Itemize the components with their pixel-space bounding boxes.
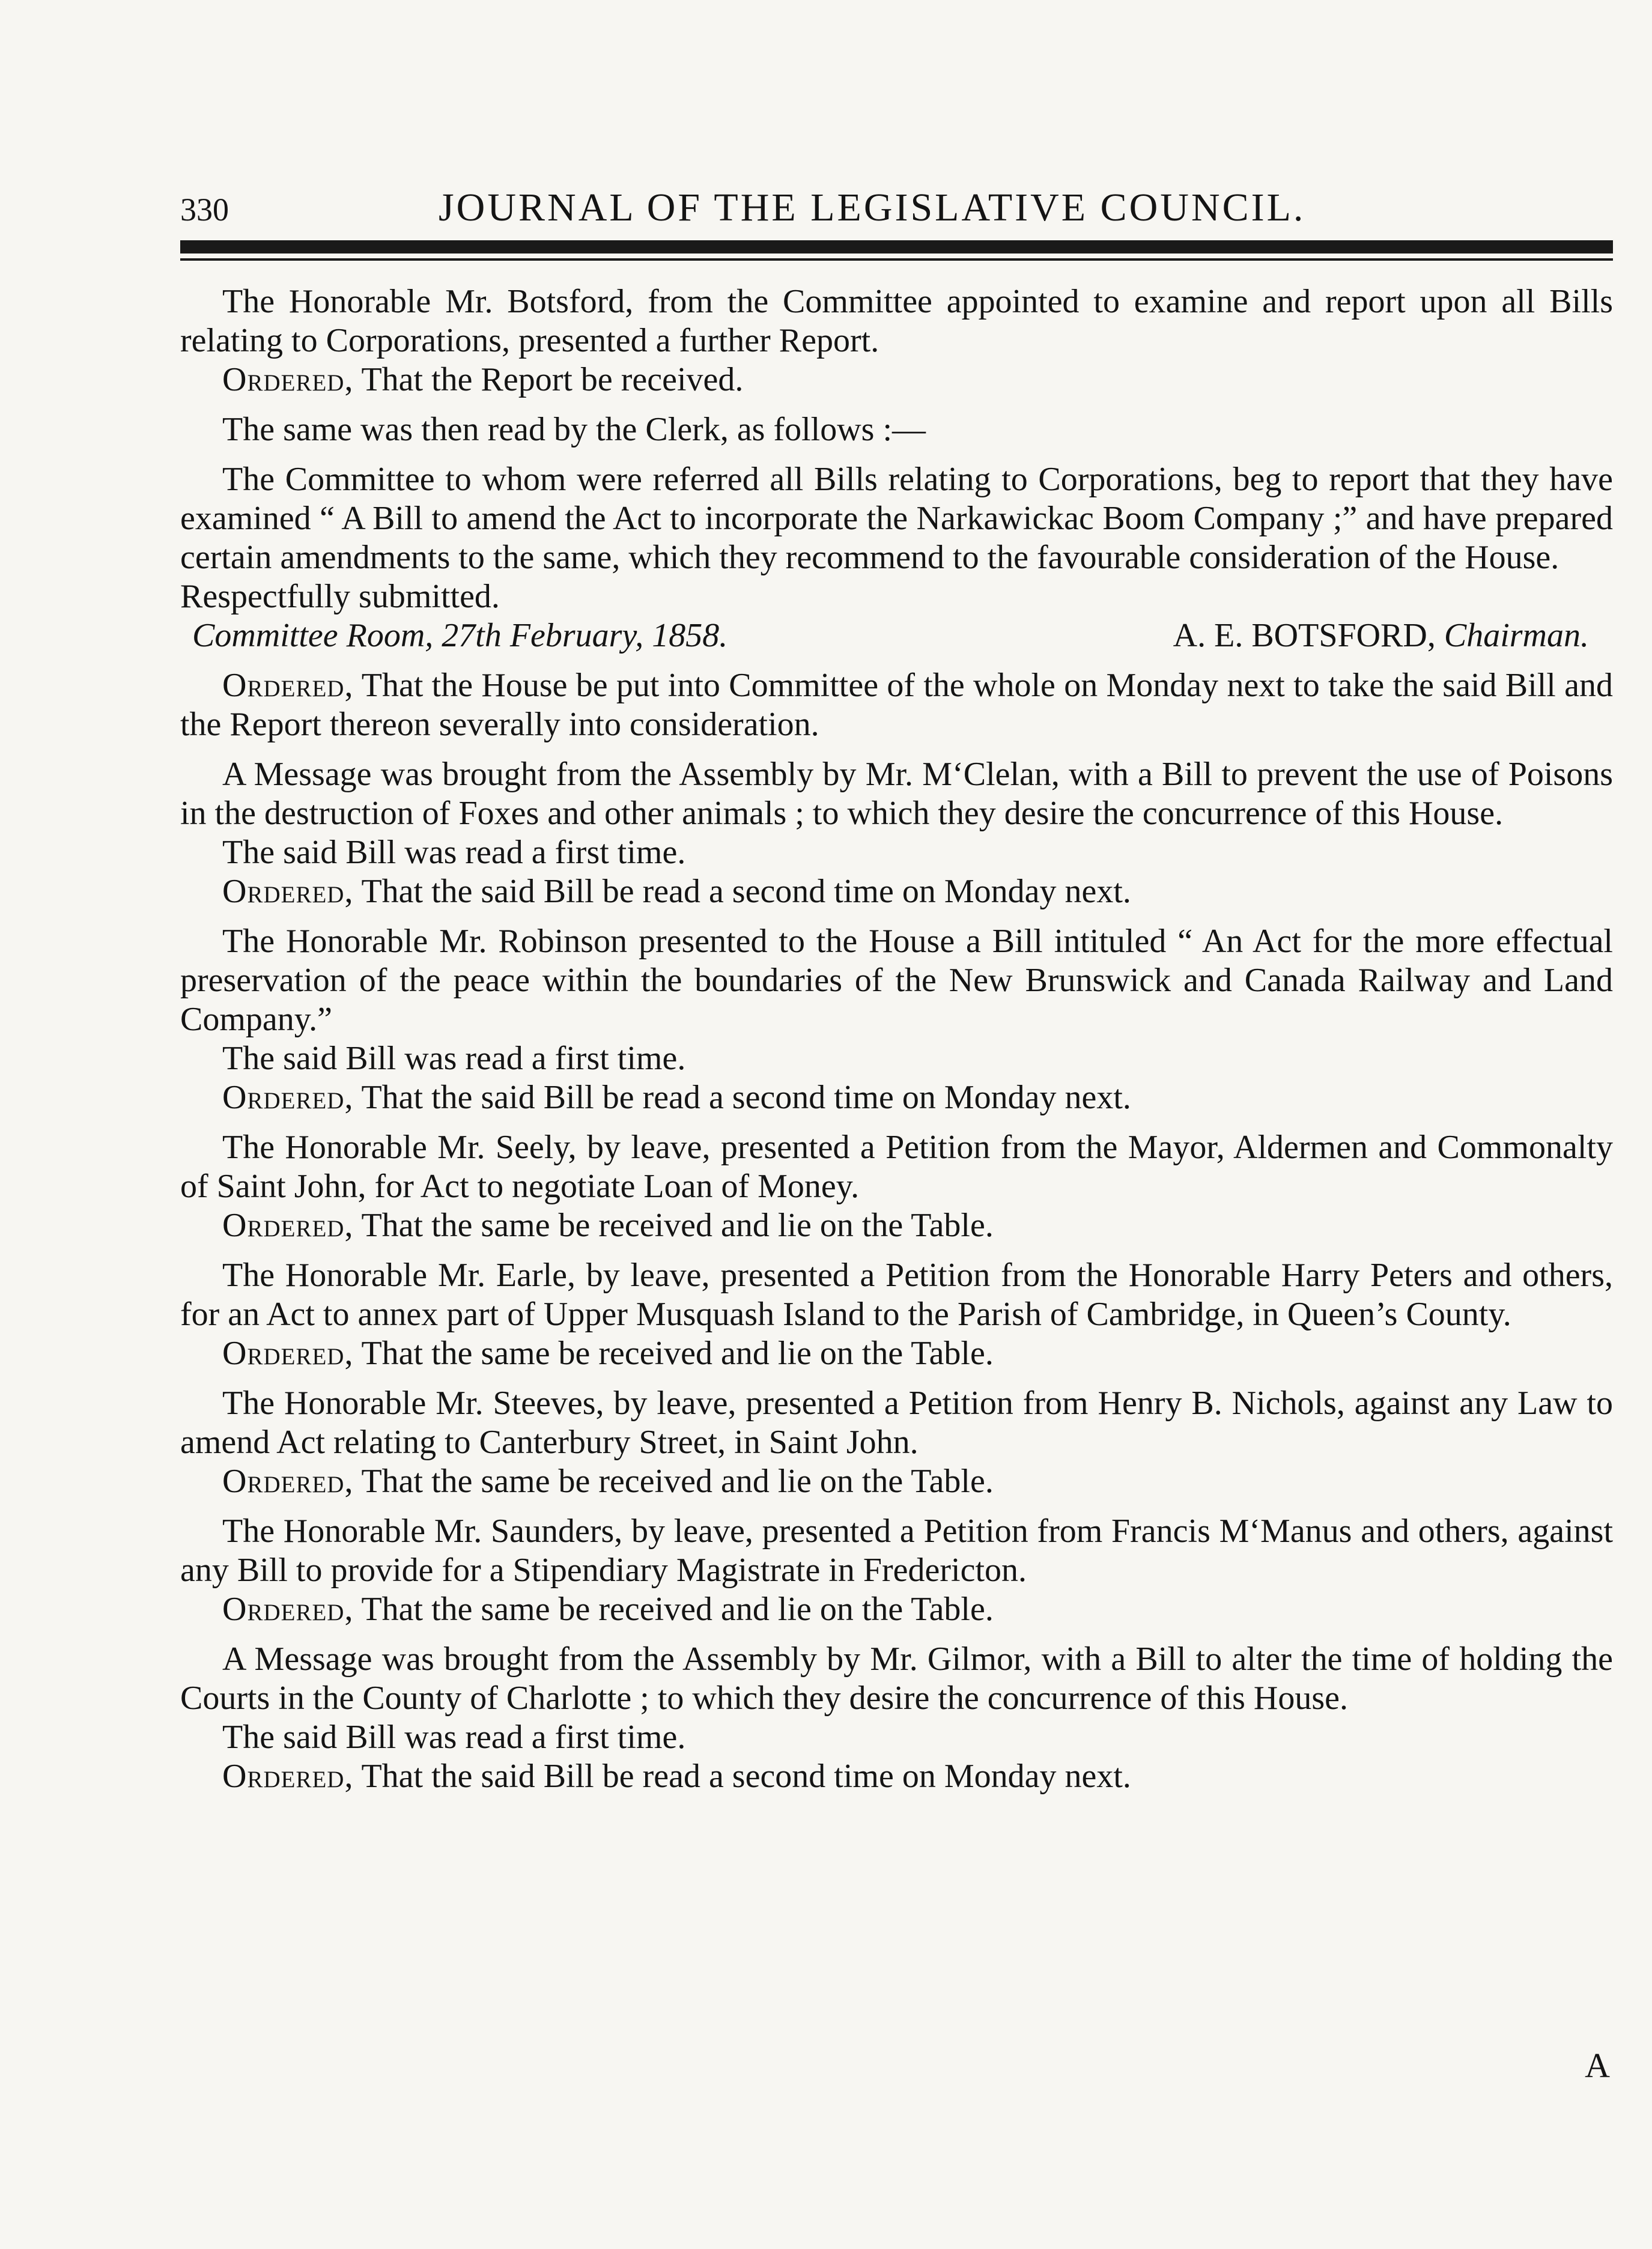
order-line [180, 872, 1613, 911]
entry-charlotte-courts-bill [180, 1640, 1613, 1796]
first-reading: The said Bill was read a first time. [222, 1040, 686, 1077]
order-text: That the same be received and lie on the Table. [361, 1207, 994, 1244]
closing-line: Respectfully submitted. [180, 578, 500, 615]
entry-text: The Honorable Mr. Earle, by leave, presented a Petition from the Honorable Harry Peters and others, for an Act to annex part of Upper Musquash Island to the Parish of Cambridge, in Queen’s County. [180, 1257, 1613, 1333]
entry-text: The same was then read by the Clerk, as follows :— [222, 411, 926, 448]
page-header [180, 174, 1622, 234]
entry-earle-petition [180, 1256, 1613, 1373]
running-title: JOURNAL OF THE LEGISLATIVE COUNCIL. [439, 186, 1306, 229]
order-text: That the same be received and lie on the Table. [361, 1591, 994, 1628]
entry-text: The Committee to whom were referred all Bills relating to Corporations, beg to report that they have examined “ A Bill to amend the Act to incorporate the Narkawickac Boom Company ;” and have prepared certain amendments to the same, which they recommend to the favourable consideration of the House. [180, 461, 1613, 576]
entry-text: The Honorable Mr. Saunders, by leave, presented a Petition from Francis M‘Manus and others, against any Bill to provide for a Stipendiary Magistrate in Fredericton. [180, 1513, 1613, 1589]
first-reading: The said Bill was read a first time. [222, 834, 686, 871]
entry-committee-of-whole [180, 666, 1613, 744]
entry-saunders-petition [180, 1512, 1613, 1629]
entry-railway-bill [180, 922, 1613, 1117]
order-text: That the said Bill be read a second time on Monday next. [361, 1758, 1131, 1795]
signatory: A. E. BOTSFORD, [1173, 617, 1436, 654]
entry-text: A Message was brought from the Assembly by Mr. Gilmor, with a Bill to alter the time of holding the Courts in the County of Charlotte ; to which they desire the concurrence of this House. [180, 1640, 1613, 1717]
order-label: Ordered, [222, 873, 354, 910]
first-reading: The said Bill was read a first time. [222, 1719, 686, 1756]
entry-text: The Honorable Mr. Robinson presented to the House a Bill intituled “ An Act for the more effectual preservation of the peace within the boundaries of the New Brunswick and Canada Railway and Land Company.” [180, 923, 1613, 1038]
entry-text: The Honorable Mr. Botsford, from the Committee appointed to examine and report upon all Bills relating to Corporations, presented a further Report. [180, 283, 1613, 359]
order-text: That the said Bill be read a second time on Monday next. [361, 873, 1131, 910]
order-line [180, 666, 1613, 744]
catchword: A [1585, 2046, 1610, 2085]
order-text: That the same be received and lie on the Table. [361, 1335, 994, 1372]
entry-text: The Honorable Mr. Steeves, by leave, presented a Petition from Henry B. Nichols, against any Law to amend Act relating to Canterbury Street, in Saint John. [180, 1385, 1613, 1461]
order-line [180, 360, 1613, 399]
order-line [180, 1757, 1613, 1796]
page-number: 330 [180, 192, 229, 228]
order-line [180, 1462, 1613, 1501]
entry-botsford-report [180, 282, 1613, 399]
entry-text: A Message was brought from the Assembly by Mr. M‘Clelan, with a Bill to prevent the use of Poisons in the destruction of Foxes and other animals ; to which they desire the concurrence of this House. [180, 756, 1613, 832]
signature-line [180, 616, 1613, 655]
order-text: That the same be received and lie on the Table. [361, 1463, 994, 1500]
order-label: Ordered, [222, 1758, 354, 1795]
entry-seely-petition [180, 1128, 1613, 1245]
order-label: Ordered, [222, 1207, 354, 1244]
order-label: Ordered, [222, 361, 354, 398]
journal-body [180, 282, 1613, 1807]
order-line [180, 1206, 1613, 1245]
entry-text: The Honorable Mr. Seely, by leave, presented a Petition from the Mayor, Aldermen and Commonalty of Saint John, for Act to negotiate Loan of Money. [180, 1129, 1613, 1205]
order-line [180, 1334, 1613, 1373]
order-label: Ordered, [222, 1079, 354, 1116]
order-text: That the House be put into Committee of the whole on Monday next to take the said Bill and the Report thereon severally into consideration. [180, 667, 1613, 743]
order-text: That the Report be received. [361, 361, 744, 398]
header-rule [180, 240, 1613, 253]
signatory-title: Chairman. [1444, 617, 1589, 654]
order-label: Ordered, [222, 1591, 354, 1628]
signatory-block [1173, 616, 1613, 655]
order-line [180, 1078, 1613, 1117]
order-text: That the said Bill be read a second time on Monday next. [361, 1079, 1131, 1116]
entry-steeves-petition [180, 1384, 1613, 1501]
order-label: Ordered, [222, 1335, 354, 1372]
order-label: Ordered, [222, 1463, 354, 1500]
entry-read-by-clerk [180, 410, 1613, 449]
entry-poisons-bill [180, 755, 1613, 911]
entry-committee-report [180, 460, 1613, 655]
place-date: Committee Room, 27th February, 1858. [192, 617, 728, 654]
order-label: Ordered, [222, 667, 354, 704]
order-line [180, 1590, 1613, 1629]
